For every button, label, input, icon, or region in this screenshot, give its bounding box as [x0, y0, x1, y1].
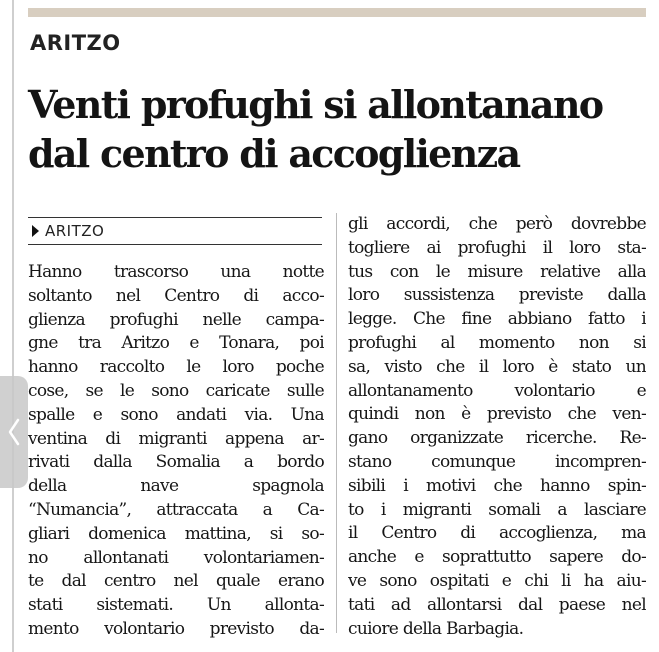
text-line: Hanno trascorso una notte [28, 262, 324, 282]
article-column-right [348, 213, 646, 641]
text-line: spalle e sono andati via. Una [28, 404, 324, 425]
text-line: ventina di migranti appena ar- [28, 428, 324, 449]
chevron-left-icon [7, 417, 21, 447]
text-line: sa, visto che il loro è stato un [348, 356, 646, 377]
text-line: cuiore della Barbagia. [348, 618, 524, 639]
text-line: quindi non è previsto che ven- [348, 404, 646, 425]
text-line: hanno raccolto le loro poche [28, 357, 324, 378]
text-line: no allontanati volontariamen- [28, 547, 324, 568]
text-line: rivati dalla Somalia a bordo [28, 452, 324, 473]
text-line: gano organizzate ricerche. Re- [348, 428, 646, 449]
text-line: te dal centro nel quale erano [28, 571, 324, 592]
text-line: tus con le misure relative alla [348, 261, 646, 282]
text-line: soltanto nel Centro di acco- [28, 285, 324, 306]
headline [28, 80, 653, 178]
text-line: gne tra Aritzo e Tonara, poi [28, 333, 324, 354]
text-line: to i migranti somali a lasciare [348, 499, 646, 520]
triangle-marker-icon [32, 225, 39, 237]
page-edge-rule [12, 0, 14, 652]
byline-bar [28, 217, 322, 245]
text-line: togliere ai profughi il loro sta- [348, 237, 646, 258]
article-column-left [28, 261, 324, 642]
section-color-bar [28, 8, 646, 17]
text-line: il Centro di accoglienza, ma [348, 523, 646, 544]
text-line: glienza profughi nelle campa- [28, 309, 324, 330]
text-line: allontanamento volontario e [348, 380, 646, 401]
text-line: gli accordi, che però dovrebbe [348, 214, 646, 234]
text-line: loro sussistenza previste dalla [348, 285, 646, 306]
previous-page-button[interactable] [0, 376, 28, 488]
text-line: profughi al momento non si [348, 332, 646, 353]
text-line: stano comunque incompren- [348, 451, 646, 472]
section-kicker: ARITZO [30, 31, 121, 55]
text-line: mento volontario previsto da- [28, 618, 324, 639]
text-line: sibili i motivi che hanno spin- [348, 475, 646, 496]
text-line: anche e soprattutto sapere do- [348, 547, 646, 568]
byline-location: ARITZO [45, 222, 105, 240]
column-divider [336, 213, 337, 633]
text-line: gliari domenica mattina, si so- [28, 523, 324, 544]
headline-line: dal centro di accoglienza [28, 131, 520, 176]
text-line: ve sono ospitati e chi li ha aiu- [348, 570, 646, 591]
text-line: tati ad allontarsi dal paese nel [348, 594, 646, 615]
text-line: “Numancia”, attraccata a Ca- [28, 499, 324, 520]
text-line: cose, se le sono caricate sulle [28, 380, 324, 401]
text-line: legge. Che fine abbiano fatto i [348, 309, 646, 330]
text-line: stati sistemati. Un allonta- [28, 595, 324, 616]
headline-line: Venti profughi si allontanano [28, 82, 603, 127]
text-line: della nave spagnola [28, 476, 324, 497]
